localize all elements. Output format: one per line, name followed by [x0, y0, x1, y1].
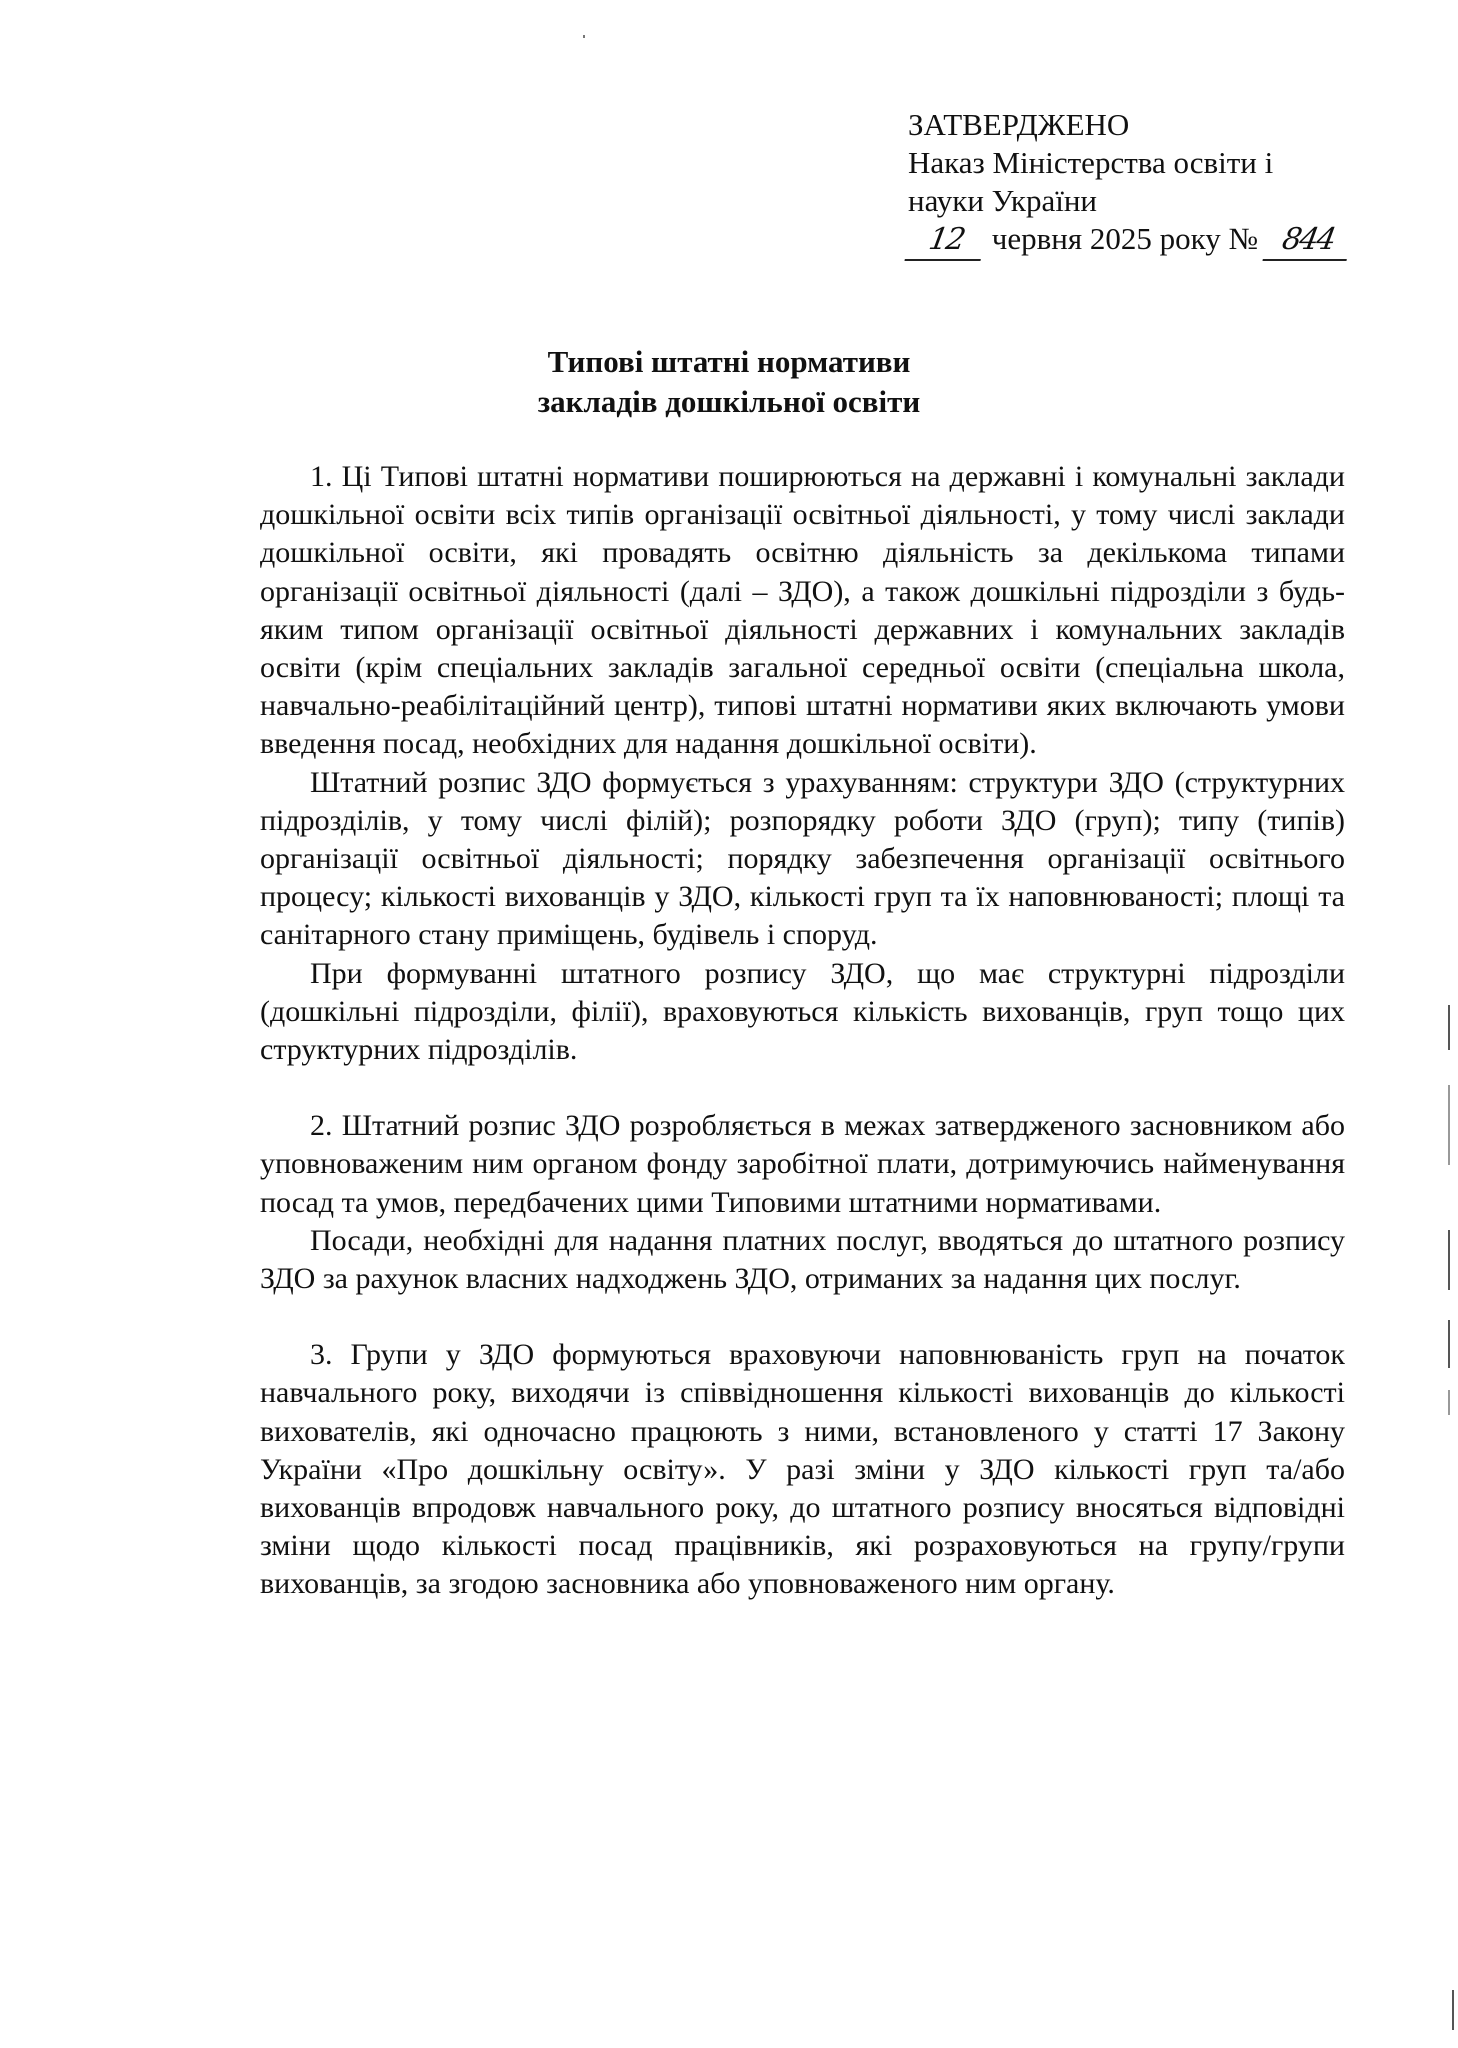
handwritten-order-number: 844	[1262, 221, 1353, 261]
paragraph-3: 3. Групи у ЗДО формуються враховуючи наповнюваність груп на початок навчального року, виходячи із співвідношення кількості вихованців до кількості вихователів, які одночасно працюють з ними, встановленого у статті 17 Закону України «Про дошкільну освіту». У разі зміни у ЗДО кількості груп та/або вихованців впродовж навчального року, до штатного розпису вносяться відповідні зміни щодо кількості посад працівників, які розраховуються на групу/групи вихованців, за згодою засновника або уповноваженого ним органу.	[260, 1338, 1345, 1601]
scan-edge-mark	[1448, 1390, 1450, 1415]
paragraph-1-subdivisions: При формуванні штатного розпису ЗДО, що має структурні підрозділи (дошкільні підрозділи, філії), враховуються кількість вихованців, груп тощо цих структурних підрозділів.	[260, 956, 1345, 1067]
handwritten-day: 12	[904, 221, 987, 261]
paragraph-2-paid-services: Посади, необхідні для надання платних послуг, вводяться до штатного розпису ЗДО за рахунок власних надходжень ЗДО, отриманих за надання цих послуг.	[260, 1223, 1345, 1296]
paragraph-2: 2. Штатний розпис ЗДО розробляється в межах затвердженого засновником або уповноваженим ним органом фонду заробітної плати, дотримуючись найменування посад та умов, передбачених цими Типовими штатними нормативами.	[260, 1109, 1345, 1219]
approval-heading: ЗАТВЕРДЖЕНО	[908, 107, 1130, 142]
approval-order-line-2: науки України	[908, 183, 1098, 218]
approval-order-line-1: Наказ Міністерства освіти і	[908, 145, 1274, 180]
paragraph-1-staffing: Штатний розпис ЗДО формується з урахуванням: структури ЗДО (структурних підрозділів, у тому числі філій); розпорядку роботи ЗДО (груп); типу (типів) організації освітньої діяльності; порядку забезпечення організації освітнього процесу; кількості вихованців у ЗДО, кількості груп та їх наповнюваності; площі та санітарного стану приміщень, будівель і споруд.	[260, 765, 1345, 952]
scan-edge-mark	[1452, 1990, 1454, 2030]
scan-edge-mark	[1448, 1320, 1450, 1368]
scan-speck	[583, 35, 585, 38]
approval-stamp	[908, 106, 1350, 261]
document-body	[260, 458, 1345, 1604]
document-title-line-2: закладів дошкільної освіти	[537, 384, 921, 419]
document-title	[0, 342, 1458, 422]
paragraph-1: 1. Ці Типові штатні нормативи поширюються на державні і комунальні заклади дошкільної освіти всіх типів організації освітньої діяльності, у тому числі заклади дошкільної освіти, які провадять освітню діяльність за декількома типами організації освітньої діяльності (далі – ЗДО), а також дошкільні підрозділи з будь-яким типом організації освітньої діяльності державних і комунальних закладів освіти (крім спеціальних закладів загальної середньої освіти (спеціальна школа, навчально-реабілітаційний центр), типові штатні нормативи яких включають умови введення посад, необхідних для надання дошкільної освіти).	[260, 460, 1345, 761]
approval-date-line	[908, 220, 1350, 261]
scan-edge-mark	[1448, 1005, 1450, 1050]
scan-edge-mark	[1448, 1230, 1450, 1290]
document-title-line-1: Типові штатні нормативи	[547, 344, 911, 379]
approval-date-text: червня 2025 року №	[991, 221, 1259, 256]
scan-edge-mark	[1448, 1085, 1450, 1165]
